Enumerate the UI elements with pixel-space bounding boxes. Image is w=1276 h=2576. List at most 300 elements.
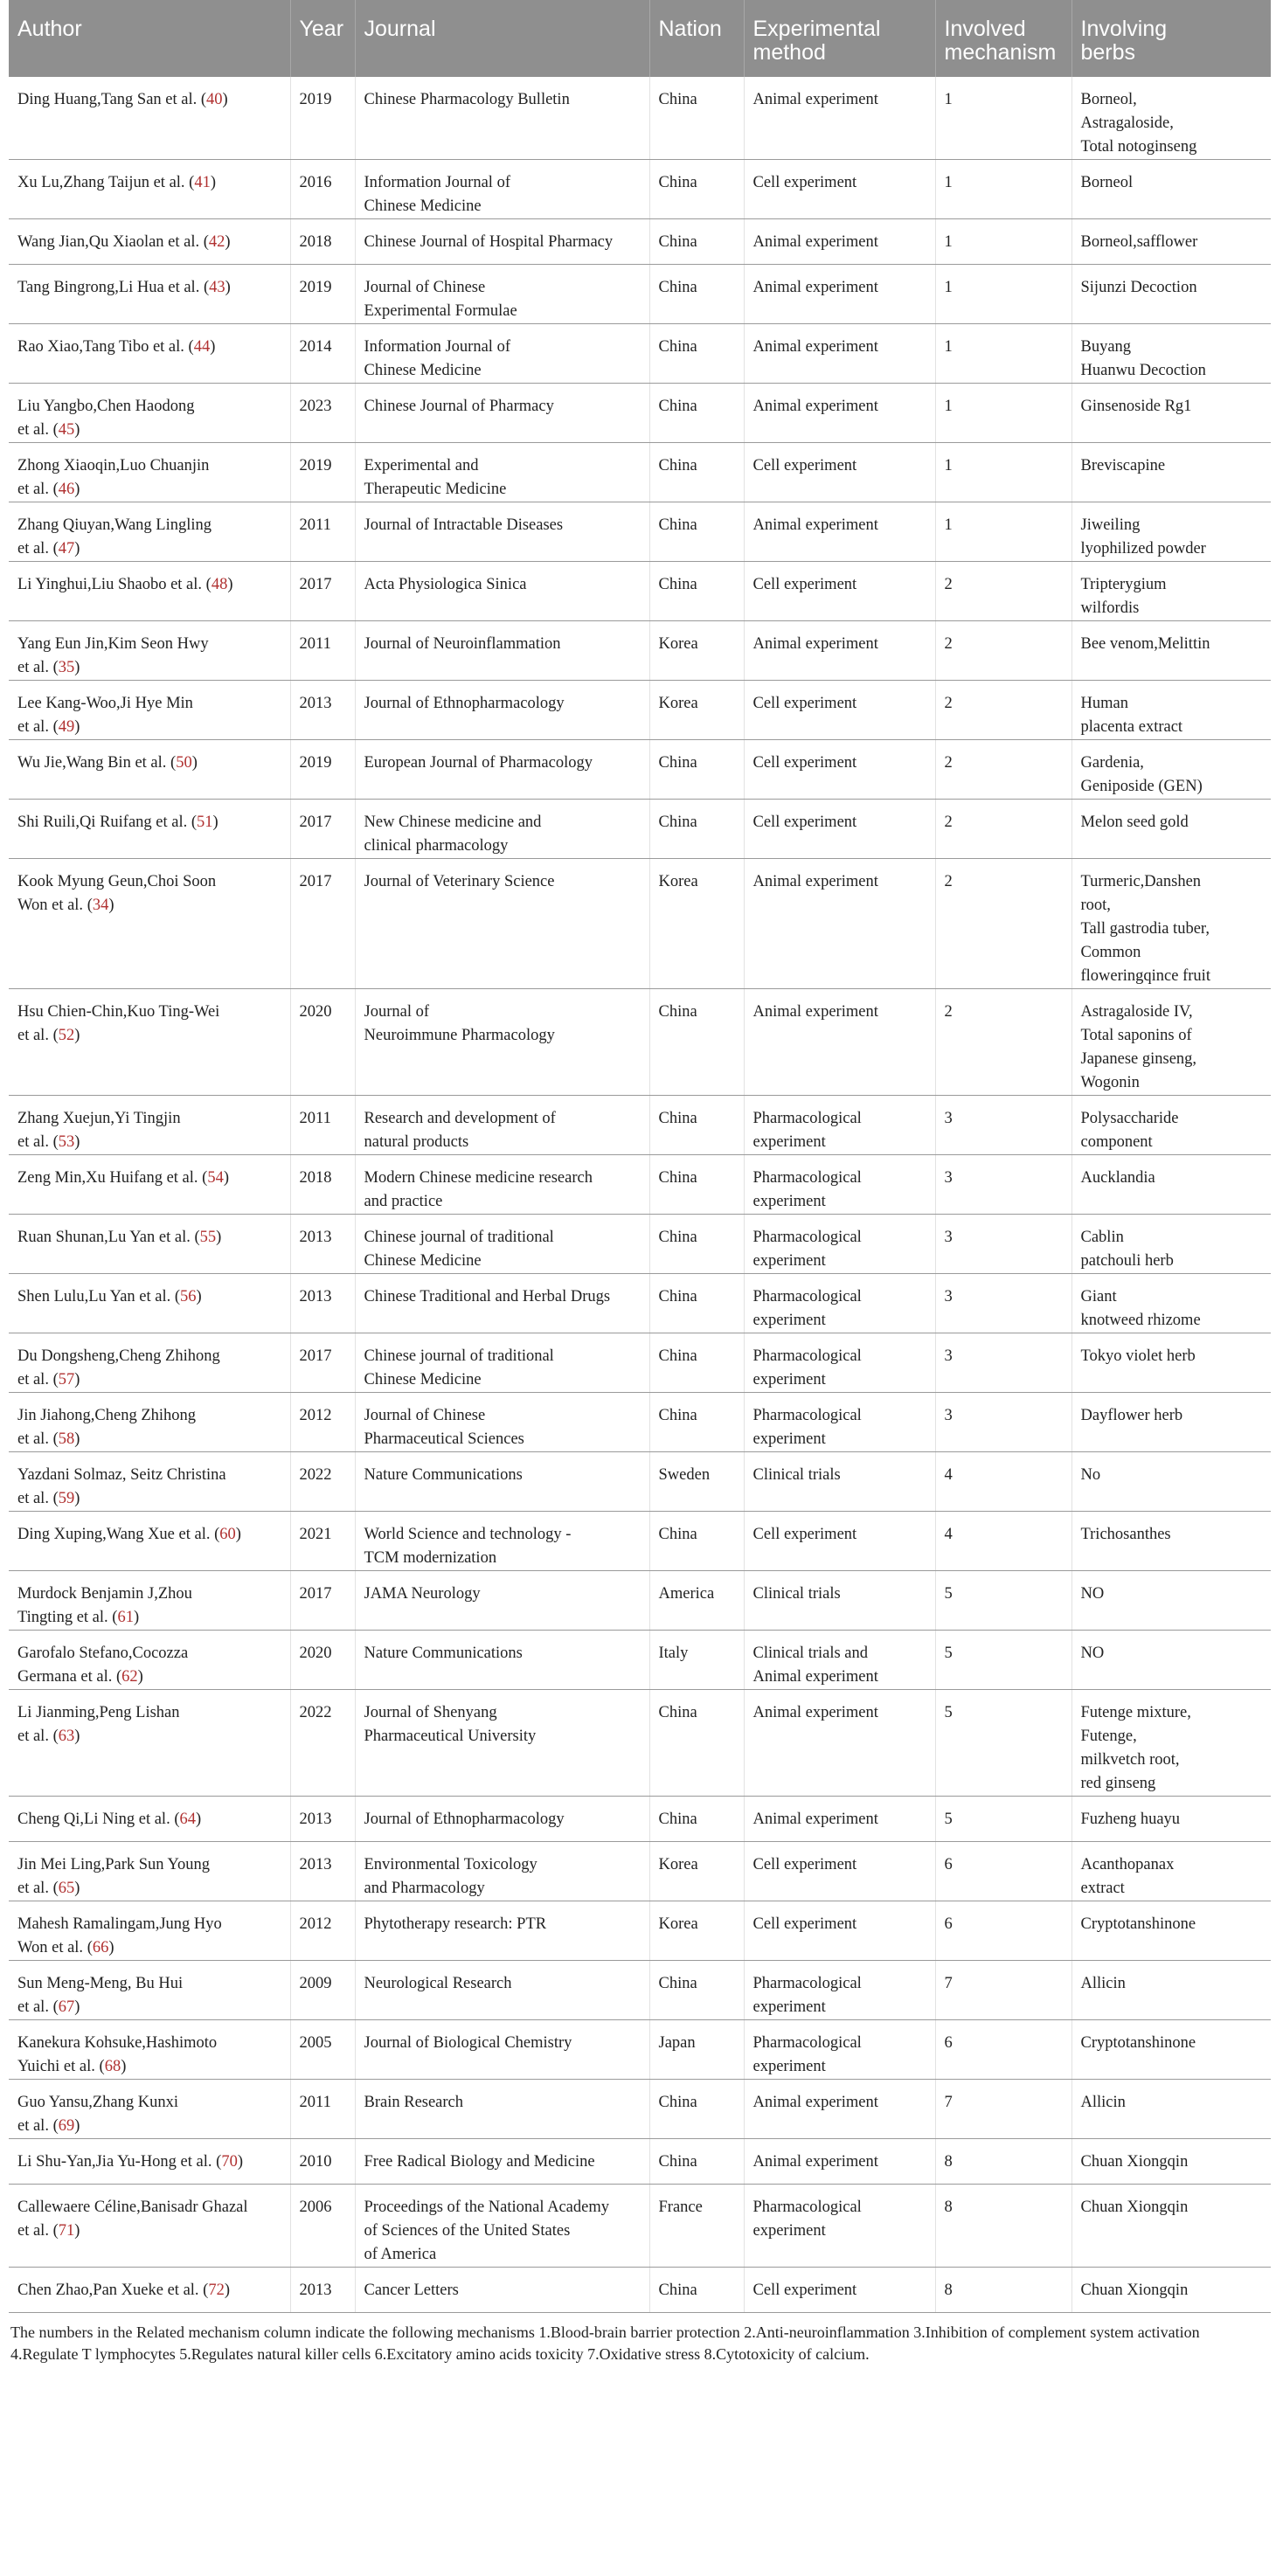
cell-mechanism: 3 bbox=[935, 1333, 1071, 1393]
reference-link[interactable]: 40 bbox=[206, 91, 223, 108]
cell-year: 2022 bbox=[290, 1690, 355, 1797]
cell-herbs: Borneol, Astragaloside, Total notoginseng bbox=[1071, 77, 1271, 160]
cell-nation: Italy bbox=[649, 1631, 744, 1690]
cell-nation: China bbox=[649, 1512, 744, 1571]
cell-method: Animal experiment bbox=[744, 2139, 935, 2185]
cell-year: 2017 bbox=[290, 562, 355, 621]
cell-journal: Journal of Biological Chemistry bbox=[355, 2020, 649, 2080]
cell-journal: Journal of Ethnopharmacology bbox=[355, 681, 649, 740]
author-name: Callewaere Céline,Banisadr Ghazal et al. bbox=[17, 2199, 248, 2240]
cell-method: Cell experiment bbox=[744, 681, 935, 740]
author-name: Ding Xuping,Wang Xue et al. bbox=[17, 1526, 215, 1543]
cell-journal: Chinese Journal of Hospital Pharmacy bbox=[355, 219, 649, 265]
cell-herbs: Acanthopanax extract bbox=[1071, 1842, 1271, 1901]
reference-link[interactable]: 70 bbox=[221, 2153, 238, 2171]
cell-herbs: Trichosanthes bbox=[1071, 1512, 1271, 1571]
cell-herbs: Futenge mixture, Futenge, milkvetch root, red ginseng bbox=[1071, 1690, 1271, 1797]
cell-author: Lee Kang-Woo,Ji Hye Min et al. (49) bbox=[9, 681, 290, 740]
cell-method: Pharmacological experiment bbox=[744, 2185, 935, 2268]
cell-author: Ruan Shunan,Lu Yan et al. (55) bbox=[9, 1215, 290, 1274]
cell-herbs: Borneol,safflower bbox=[1071, 219, 1271, 265]
cell-herbs: Aucklandia bbox=[1071, 1155, 1271, 1215]
cell-mechanism: 8 bbox=[935, 2268, 1071, 2313]
cell-mechanism: 1 bbox=[935, 160, 1071, 219]
cell-journal: Journal of Veterinary Science bbox=[355, 859, 649, 989]
cell-author: Li Yinghui,Liu Shaobo et al. (48) bbox=[9, 562, 290, 621]
cell-mechanism: 7 bbox=[935, 2080, 1071, 2139]
cell-journal: Journal of Intractable Diseases bbox=[355, 502, 649, 562]
cell-nation: China bbox=[649, 324, 744, 384]
reference-link[interactable]: 69 bbox=[58, 2117, 75, 2135]
cell-year: 2013 bbox=[290, 1215, 355, 1274]
cell-author: Tang Bingrong,Li Hua et al. (43) bbox=[9, 265, 290, 324]
cell-herbs: NO bbox=[1071, 1631, 1271, 1690]
cell-mechanism: 6 bbox=[935, 1901, 1071, 1961]
author-name: Tang Bingrong,Li Hua et al. bbox=[17, 279, 204, 296]
cell-author: Chen Zhao,Pan Xueke et al. (72) bbox=[9, 2268, 290, 2313]
cell-journal: Journal of Neuroinflammation bbox=[355, 621, 649, 681]
cell-herbs: Sijunzi Decoction bbox=[1071, 265, 1271, 324]
table-row bbox=[9, 265, 1271, 324]
cell-mechanism: 3 bbox=[935, 1274, 1071, 1333]
cell-method: Cell experiment bbox=[744, 562, 935, 621]
table-row bbox=[9, 681, 1271, 740]
cell-herbs: Bee venom,Melittin bbox=[1071, 621, 1271, 681]
cell-year: 2020 bbox=[290, 989, 355, 1096]
table-row bbox=[9, 1155, 1271, 1215]
cell-author: Jin Jiahong,Cheng Zhihong et al. (58) bbox=[9, 1393, 290, 1452]
cell-herbs: Gardenia, Geniposide (GEN) bbox=[1071, 740, 1271, 800]
cell-herbs: Cablin patchouli herb bbox=[1071, 1215, 1271, 1274]
author-name: Kook Myung Geun,Choi Soon Won et al. bbox=[17, 873, 217, 914]
author-name: Du Dongsheng,Cheng Zhihong et al. bbox=[17, 1347, 220, 1388]
cell-author: Li Shu-Yan,Jia Yu-Hong et al. (70) bbox=[9, 2139, 290, 2185]
table-row bbox=[9, 2139, 1271, 2185]
reference-link[interactable]: 53 bbox=[58, 1133, 75, 1151]
cell-year: 2017 bbox=[290, 800, 355, 859]
author-name: Wang Jian,Qu Xiaolan et al. bbox=[17, 233, 204, 251]
cell-nation: China bbox=[649, 384, 744, 443]
cell-mechanism: 4 bbox=[935, 1452, 1071, 1512]
cell-nation: China bbox=[649, 1096, 744, 1155]
cell-method: Pharmacological experiment bbox=[744, 1274, 935, 1333]
cell-nation: China bbox=[649, 1155, 744, 1215]
reference-link[interactable]: 34 bbox=[92, 897, 109, 914]
table-row bbox=[9, 1512, 1271, 1571]
reference-link[interactable]: 56 bbox=[180, 1288, 197, 1305]
cell-mechanism: 2 bbox=[935, 681, 1071, 740]
cell-mechanism: 5 bbox=[935, 1797, 1071, 1842]
cell-nation: China bbox=[649, 1274, 744, 1333]
cell-herbs: Dayflower herb bbox=[1071, 1393, 1271, 1452]
cell-mechanism: 6 bbox=[935, 1842, 1071, 1901]
reference-link[interactable]: 44 bbox=[193, 338, 211, 356]
cell-journal: JAMA Neurology bbox=[355, 1571, 649, 1631]
author-name: Garofalo Stefano,Cocozza Germana et al. bbox=[17, 1645, 189, 1686]
cell-method: Animal experiment bbox=[744, 502, 935, 562]
cell-nation: China bbox=[649, 443, 744, 502]
header-year: Year bbox=[290, 0, 355, 77]
cell-mechanism: 1 bbox=[935, 443, 1071, 502]
author-name: Shen Lulu,Lu Yan et al. bbox=[17, 1288, 175, 1305]
reference-link[interactable]: 52 bbox=[58, 1027, 75, 1044]
cell-year: 2011 bbox=[290, 621, 355, 681]
reference-link[interactable]: 62 bbox=[121, 1668, 138, 1686]
cell-method: Pharmacological experiment bbox=[744, 1096, 935, 1155]
cell-herbs: Cryptotanshinone bbox=[1071, 2020, 1271, 2080]
cell-author: Wu Jie,Wang Bin et al. (50) bbox=[9, 740, 290, 800]
cell-year: 2019 bbox=[290, 77, 355, 160]
cell-herbs: Chuan Xiongqin bbox=[1071, 2185, 1271, 2268]
reference-link[interactable]: 42 bbox=[208, 233, 225, 251]
cell-journal: Journal of Chinese Experimental Formulae bbox=[355, 265, 649, 324]
cell-journal: Acta Physiologica Sinica bbox=[355, 562, 649, 621]
cell-year: 2013 bbox=[290, 1842, 355, 1901]
cell-year: 2005 bbox=[290, 2020, 355, 2080]
table-row bbox=[9, 1797, 1271, 1842]
cell-year: 2023 bbox=[290, 384, 355, 443]
author-name: Liu Yangbo,Chen Haodong et al. bbox=[17, 398, 195, 439]
cell-herbs: Polysaccharide component bbox=[1071, 1096, 1271, 1155]
header-journal: Journal bbox=[355, 0, 649, 77]
cell-journal: World Science and technology - TCM modernization bbox=[355, 1512, 649, 1571]
header-mechanism: Involved mechanism bbox=[935, 0, 1071, 77]
cell-herbs: Jiweiling lyophilized powder bbox=[1071, 502, 1271, 562]
cell-author: Zeng Min,Xu Huifang et al. (54) bbox=[9, 1155, 290, 1215]
cell-mechanism: 2 bbox=[935, 740, 1071, 800]
cell-journal: Chinese Pharmacology Bulletin bbox=[355, 77, 649, 160]
table-row bbox=[9, 562, 1271, 621]
cell-author: Mahesh Ramalingam,Jung Hyo Won et al. (66) bbox=[9, 1901, 290, 1961]
header-author: Author bbox=[9, 0, 290, 77]
cell-mechanism: 1 bbox=[935, 219, 1071, 265]
table-row bbox=[9, 384, 1271, 443]
cell-journal: Brain Research bbox=[355, 2080, 649, 2139]
cell-journal: Information Journal of Chinese Medicine bbox=[355, 160, 649, 219]
table-row bbox=[9, 859, 1271, 989]
header-method: Experimental method bbox=[744, 0, 935, 77]
cell-author: Xu Lu,Zhang Taijun et al. (41) bbox=[9, 160, 290, 219]
table-row bbox=[9, 219, 1271, 265]
cell-author: Yang Eun Jin,Kim Seon Hwy et al. (35) bbox=[9, 621, 290, 681]
cell-journal: Chinese journal of traditional Chinese Medicine bbox=[355, 1215, 649, 1274]
cell-journal: Neurological Research bbox=[355, 1961, 649, 2020]
cell-herbs: Tripterygium wilfordis bbox=[1071, 562, 1271, 621]
cell-method: Cell experiment bbox=[744, 800, 935, 859]
reference-link[interactable]: 51 bbox=[197, 814, 213, 831]
cell-nation: China bbox=[649, 1690, 744, 1797]
author-name: Kanekura Kohsuke,Hashimoto Yuichi et al. bbox=[17, 2034, 218, 2075]
table-row bbox=[9, 989, 1271, 1096]
author-name: Chen Zhao,Pan Xueke et al. bbox=[17, 2282, 204, 2299]
reference-link[interactable]: 57 bbox=[58, 1371, 75, 1388]
author-name: Zhang Xuejun,Yi Tingjin et al. bbox=[17, 1110, 181, 1151]
reference-link[interactable]: 66 bbox=[92, 1939, 109, 1956]
cell-method: Animal experiment bbox=[744, 859, 935, 989]
cell-nation: China bbox=[649, 800, 744, 859]
cell-journal: Nature Communications bbox=[355, 1452, 649, 1512]
cell-herbs: Buyang Huanwu Decoction bbox=[1071, 324, 1271, 384]
reference-link[interactable]: 65 bbox=[58, 1880, 75, 1897]
cell-method: Pharmacological experiment bbox=[744, 2020, 935, 2080]
cell-author: Sun Meng-Meng, Bu Hui et al. (67) bbox=[9, 1961, 290, 2020]
cell-herbs: Breviscapine bbox=[1071, 443, 1271, 502]
cell-mechanism: 2 bbox=[935, 859, 1071, 989]
cell-journal: Information Journal of Chinese Medicine bbox=[355, 324, 649, 384]
author-name: Hsu Chien-Chin,Kuo Ting-Wei et al. bbox=[17, 1003, 220, 1044]
cell-method: Pharmacological experiment bbox=[744, 1393, 935, 1452]
cell-nation: China bbox=[649, 77, 744, 160]
cell-journal: Experimental and Therapeutic Medicine bbox=[355, 443, 649, 502]
reference-link[interactable]: 58 bbox=[58, 1430, 75, 1448]
cell-mechanism: 4 bbox=[935, 1512, 1071, 1571]
reference-link[interactable]: 64 bbox=[179, 1811, 196, 1828]
author-name: Li Shu-Yan,Jia Yu-Hong et al. bbox=[17, 2153, 217, 2171]
cell-method: Cell experiment bbox=[744, 740, 935, 800]
table-body bbox=[9, 77, 1271, 2313]
author-name: Guo Yansu,Zhang Kunxi et al. bbox=[17, 2094, 178, 2135]
author-name: Lee Kang-Woo,Ji Hye Min et al. bbox=[17, 695, 193, 736]
cell-method: Animal experiment bbox=[744, 1797, 935, 1842]
cell-method: Clinical trials bbox=[744, 1571, 935, 1631]
cell-author: Zhong Xiaoqin,Luo Chuanjin et al. (46) bbox=[9, 443, 290, 502]
cell-mechanism: 1 bbox=[935, 77, 1071, 160]
author-name: Li Jianming,Peng Lishan et al. bbox=[17, 1704, 180, 1745]
table-row bbox=[9, 1690, 1271, 1797]
cell-year: 2011 bbox=[290, 1096, 355, 1155]
cell-journal: Modern Chinese medicine research and practice bbox=[355, 1155, 649, 1215]
cell-herbs: Melon seed gold bbox=[1071, 800, 1271, 859]
cell-method: Cell experiment bbox=[744, 1901, 935, 1961]
cell-method: Animal experiment bbox=[744, 1690, 935, 1797]
table-row bbox=[9, 2268, 1271, 2313]
reference-link[interactable]: 63 bbox=[58, 1728, 75, 1745]
cell-nation: China bbox=[649, 265, 744, 324]
cell-year: 2019 bbox=[290, 443, 355, 502]
table-row bbox=[9, 2080, 1271, 2139]
cell-method: Cell experiment bbox=[744, 443, 935, 502]
cell-journal: Research and development of natural products bbox=[355, 1096, 649, 1155]
cell-author: Murdock Benjamin J,Zhou Tingting et al. (61) bbox=[9, 1571, 290, 1631]
cell-year: 2011 bbox=[290, 502, 355, 562]
reference-link[interactable]: 48 bbox=[211, 576, 228, 593]
cell-nation: China bbox=[649, 2268, 744, 2313]
author-name: Zhang Qiuyan,Wang Lingling et al. bbox=[17, 516, 212, 557]
table-row bbox=[9, 160, 1271, 219]
cell-method: Pharmacological experiment bbox=[744, 1333, 935, 1393]
cell-mechanism: 2 bbox=[935, 562, 1071, 621]
cell-journal: Chinese Journal of Pharmacy bbox=[355, 384, 649, 443]
cell-nation: Japan bbox=[649, 2020, 744, 2080]
cell-year: 2017 bbox=[290, 1571, 355, 1631]
header-row bbox=[9, 0, 1271, 77]
reference-link[interactable]: 45 bbox=[58, 421, 75, 439]
author-name: Zeng Min,Xu Huifang et al. bbox=[17, 1169, 203, 1187]
cell-herbs: NO bbox=[1071, 1571, 1271, 1631]
table-container bbox=[9, 0, 1271, 2365]
cell-method: Clinical trials bbox=[744, 1452, 935, 1512]
cell-journal: Journal of Shenyang Pharmaceutical University bbox=[355, 1690, 649, 1797]
table-row bbox=[9, 502, 1271, 562]
cell-herbs: Turmeric,Danshen root, Tall gastrodia tuber, Common floweringqince fruit bbox=[1071, 859, 1271, 989]
cell-method: Animal experiment bbox=[744, 265, 935, 324]
cell-year: 2013 bbox=[290, 1797, 355, 1842]
cell-method: Animal experiment bbox=[744, 384, 935, 443]
cell-method: Pharmacological experiment bbox=[744, 1155, 935, 1215]
author-name: Ruan Shunan,Lu Yan et al. bbox=[17, 1229, 195, 1246]
cell-nation: China bbox=[649, 1797, 744, 1842]
table-row bbox=[9, 1631, 1271, 1690]
cell-nation: China bbox=[649, 1215, 744, 1274]
cell-year: 2006 bbox=[290, 2185, 355, 2268]
reference-link[interactable]: 54 bbox=[207, 1169, 224, 1187]
table-row bbox=[9, 1274, 1271, 1333]
cell-mechanism: 2 bbox=[935, 989, 1071, 1096]
cell-mechanism: 3 bbox=[935, 1393, 1071, 1452]
cell-author: Callewaere Céline,Banisadr Ghazal et al. (71) bbox=[9, 2185, 290, 2268]
cell-herbs: No bbox=[1071, 1452, 1271, 1512]
cell-mechanism: 3 bbox=[935, 1096, 1071, 1155]
table-row bbox=[9, 621, 1271, 681]
cell-nation: China bbox=[649, 562, 744, 621]
cell-journal: Journal of Ethnopharmacology bbox=[355, 1797, 649, 1842]
cell-herbs: Chuan Xiongqin bbox=[1071, 2139, 1271, 2185]
reference-link[interactable]: 71 bbox=[58, 2222, 75, 2240]
cell-herbs: Cryptotanshinone bbox=[1071, 1901, 1271, 1961]
cell-herbs: Allicin bbox=[1071, 2080, 1271, 2139]
cell-mechanism: 6 bbox=[935, 2020, 1071, 2080]
cell-mechanism: 7 bbox=[935, 1961, 1071, 2020]
table-row bbox=[9, 324, 1271, 384]
author-name: Jin Mei Ling,Park Sun Young et al. bbox=[17, 1856, 210, 1897]
table-row bbox=[9, 2185, 1271, 2268]
cell-nation: Sweden bbox=[649, 1452, 744, 1512]
cell-year: 2010 bbox=[290, 2139, 355, 2185]
cell-method: Cell experiment bbox=[744, 1512, 935, 1571]
cell-herbs: Borneol bbox=[1071, 160, 1271, 219]
cell-author: Jin Mei Ling,Park Sun Young et al. (65) bbox=[9, 1842, 290, 1901]
cell-nation: China bbox=[649, 1961, 744, 2020]
cell-author: Shen Lulu,Lu Yan et al. (56) bbox=[9, 1274, 290, 1333]
author-name: Cheng Qi,Li Ning et al. bbox=[17, 1811, 175, 1828]
cell-year: 2011 bbox=[290, 2080, 355, 2139]
cell-year: 2013 bbox=[290, 1274, 355, 1333]
cell-journal: Nature Communications bbox=[355, 1631, 649, 1690]
cell-mechanism: 3 bbox=[935, 1215, 1071, 1274]
cell-year: 2021 bbox=[290, 1512, 355, 1571]
cell-author: Wang Jian,Qu Xiaolan et al. (42) bbox=[9, 219, 290, 265]
cell-method: Clinical trials and Animal experiment bbox=[744, 1631, 935, 1690]
reference-link[interactable]: 47 bbox=[58, 540, 75, 557]
cell-mechanism: 3 bbox=[935, 1155, 1071, 1215]
cell-journal: Chinese Traditional and Herbal Drugs bbox=[355, 1274, 649, 1333]
author-name: Zhong Xiaoqin,Luo Chuanjin et al. bbox=[17, 457, 210, 498]
cell-method: Cell experiment bbox=[744, 160, 935, 219]
author-name: Yang Eun Jin,Kim Seon Hwy et al. bbox=[17, 635, 209, 676]
reference-link[interactable]: 68 bbox=[104, 2058, 121, 2075]
reference-link[interactable]: 55 bbox=[199, 1229, 217, 1246]
cell-author: Shi Ruili,Qi Ruifang et al. (51) bbox=[9, 800, 290, 859]
author-name: Shi Ruili,Qi Ruifang et al. bbox=[17, 814, 191, 831]
cell-mechanism: 2 bbox=[935, 800, 1071, 859]
reference-link[interactable]: 67 bbox=[58, 1998, 75, 2016]
cell-author: Zhang Qiuyan,Wang Lingling et al. (47) bbox=[9, 502, 290, 562]
table-row bbox=[9, 1333, 1271, 1393]
reference-link[interactable]: 35 bbox=[58, 659, 75, 676]
author-name: Murdock Benjamin J,Zhou Tingting et al. bbox=[17, 1585, 192, 1626]
reference-link[interactable]: 43 bbox=[209, 279, 225, 296]
reference-link[interactable]: 46 bbox=[58, 481, 75, 498]
cell-author: Du Dongsheng,Cheng Zhihong et al. (57) bbox=[9, 1333, 290, 1393]
reference-link[interactable]: 60 bbox=[219, 1526, 236, 1543]
reference-link[interactable]: 59 bbox=[58, 1490, 75, 1507]
cell-herbs: Chuan Xiongqin bbox=[1071, 2268, 1271, 2313]
cell-herbs: Fuzheng huayu bbox=[1071, 1797, 1271, 1842]
cell-year: 2019 bbox=[290, 265, 355, 324]
cell-mechanism: 5 bbox=[935, 1571, 1071, 1631]
cell-nation: China bbox=[649, 740, 744, 800]
reference-link[interactable]: 72 bbox=[208, 2282, 225, 2299]
cell-author: Garofalo Stefano,Cocozza Germana et al. (62) bbox=[9, 1631, 290, 1690]
cell-year: 2019 bbox=[290, 740, 355, 800]
cell-nation: Korea bbox=[649, 621, 744, 681]
author-name: Xu Lu,Zhang Taijun et al. bbox=[17, 174, 190, 191]
author-name: Li Yinghui,Liu Shaobo et al. bbox=[17, 576, 206, 593]
cell-author: Rao Xiao,Tang Tibo et al. (44) bbox=[9, 324, 290, 384]
cell-nation: China bbox=[649, 1393, 744, 1452]
cell-nation: China bbox=[649, 989, 744, 1096]
cell-author: Li Jianming,Peng Lishan et al. (63) bbox=[9, 1690, 290, 1797]
cell-author: Kanekura Kohsuke,Hashimoto Yuichi et al. (68) bbox=[9, 2020, 290, 2080]
cell-method: Animal experiment bbox=[744, 219, 935, 265]
reference-link[interactable]: 50 bbox=[176, 754, 192, 772]
cell-journal: Cancer Letters bbox=[355, 2268, 649, 2313]
cell-journal: New Chinese medicine and clinical pharmacology bbox=[355, 800, 649, 859]
cell-herbs: Human placenta extract bbox=[1071, 681, 1271, 740]
cell-journal: Journal of Chinese Pharmaceutical Sciences bbox=[355, 1393, 649, 1452]
cell-method: Animal experiment bbox=[744, 989, 935, 1096]
cell-year: 2022 bbox=[290, 1452, 355, 1512]
reference-link[interactable]: 61 bbox=[117, 1609, 134, 1626]
author-name: Mahesh Ramalingam,Jung Hyo Won et al. bbox=[17, 1915, 222, 1956]
reference-link[interactable]: 49 bbox=[58, 718, 75, 736]
cell-year: 2012 bbox=[290, 1393, 355, 1452]
table-row bbox=[9, 77, 1271, 160]
table-row bbox=[9, 443, 1271, 502]
table-row bbox=[9, 1096, 1271, 1155]
cell-mechanism: 8 bbox=[935, 2185, 1071, 2268]
table-row bbox=[9, 1215, 1271, 1274]
cell-journal: Environmental Toxicology and Pharmacology bbox=[355, 1842, 649, 1901]
reference-link[interactable]: 41 bbox=[194, 174, 211, 191]
cell-nation: China bbox=[649, 2139, 744, 2185]
table-row bbox=[9, 1901, 1271, 1961]
cell-nation: China bbox=[649, 1333, 744, 1393]
cell-herbs: Allicin bbox=[1071, 1961, 1271, 2020]
cell-author: Liu Yangbo,Chen Haodong et al. (45) bbox=[9, 384, 290, 443]
table-row bbox=[9, 1842, 1271, 1901]
cell-year: 2014 bbox=[290, 324, 355, 384]
table-row bbox=[9, 1961, 1271, 2020]
cell-mechanism: 8 bbox=[935, 2139, 1071, 2185]
cell-journal: Proceedings of the National Academy of Sciences of the United States of America bbox=[355, 2185, 649, 2268]
author-name: Rao Xiao,Tang Tibo et al. bbox=[17, 338, 189, 356]
cell-year: 2018 bbox=[290, 219, 355, 265]
table-row bbox=[9, 740, 1271, 800]
author-name: Yazdani Solmaz, Seitz Christina et al. bbox=[17, 1466, 226, 1507]
author-name: Wu Jie,Wang Bin et al. bbox=[17, 754, 171, 772]
cell-nation: France bbox=[649, 2185, 744, 2268]
